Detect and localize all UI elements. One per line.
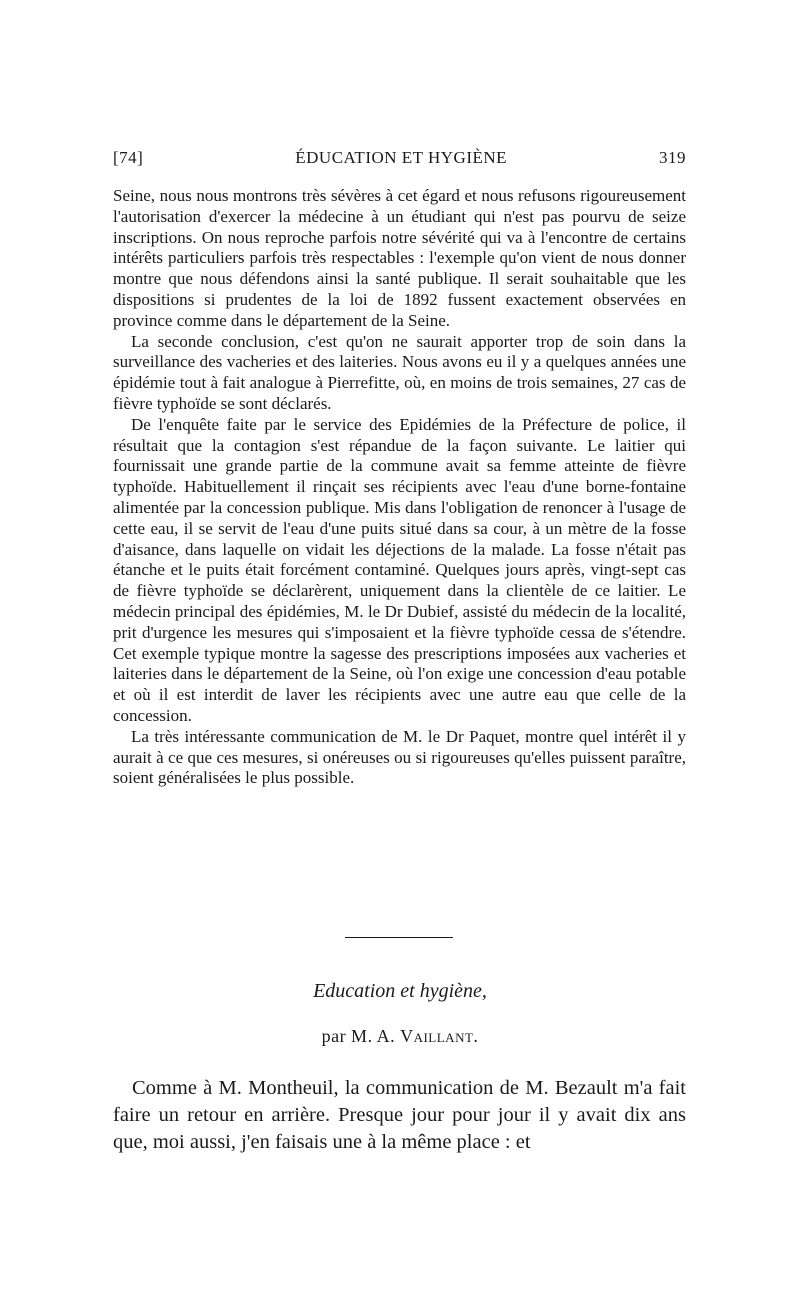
author-prefix: par M. A.: [321, 1026, 396, 1046]
section-author: [0, 1026, 800, 1047]
paragraph-1: Seine, nous nous montrons très sévères à cet égard et nous refusons rigoureusement l'autorisation d'exercer la médecine à un étudiant qui n'est pas pourvu de seize inscriptions. On nous reproche parfois notre sévérité qui va à l'encontre de certains intérêts particuliers parfois très respectables : l'exemple qu'on vient de nous donner montre que nous défendons ainsi la santé publique. Il serait souhaitable que les dispositions si prudentes de la loi de 1892 fussent exactement observées en province comme dans le département de la Seine.: [113, 186, 686, 330]
author-name: Vaillant.: [400, 1026, 479, 1046]
running-title: ÉDUCATION ET HYGIÈNE: [295, 148, 508, 167]
paragraph-3: De l'enquête faite par le service des Epidémies de la Préfecture de police, il résultait que la contagion s'est répandue de la façon suivante. Le laitier qui fournissait une grande partie de la commune avait sa femme atteinte de fièvre typhoïde. Habituellement il rinçait ses récipients avec l'eau d'une borne-fontaine alimentée par la concession publique. Mis dans l'obligation de renoncer à l'usage de cette eau, il se servit de l'eau d'une puits situé dans sa cour, à un mètre de la fosse d'aisance, dans laquelle on vidait les déjections de la malade. La fosse n'était pas étanche et le puits était forcément contaminé. Quelques jours après, vingt-sept cas de fièvre typhoïde se déclarèrent, uniquement dans la clientèle de ce laitier. Le médecin principal des épidémies, M. le Dr Dubief, assisté du médecin de la localité, prit d'urgence les mesures qui s'imposaient et la fièvre typhoïde cessa de s'étendre. Cet exemple typique montre la sagesse des prescriptions imposées aux vacheries et laiteries dans le département de la Seine, où l'on exige une concession d'eau potable et où il est interdit de laver les récipients avec une autre eau que celle de la concession.: [113, 414, 686, 725]
paragraph-4: La très intéressante communication de M. le Dr Paquet, montre quel intérêt il y aurait à ce que ces mesures, si onéreuses ou si rigoureuses qu'elles puissent paraître, soient généralisées le plus possible.: [113, 726, 686, 788]
section-divider: [345, 937, 453, 938]
paragraph-2: La seconde conclusion, c'est qu'on ne saurait apporter trop de soin dans la surveillance des vacheries et des laiteries. Nous avons eu il y a quelques années une épidémie tout à fait analogue à Pierrefitte, où, en moins de trois semaines, 27 cas de fièvre typhoïde se sont déclarés.: [113, 331, 686, 413]
page-number: 319: [658, 148, 686, 167]
body-text: [113, 186, 686, 789]
running-header: [113, 148, 686, 168]
closing-paragraph: Comme à M. Montheuil, la communication de M. Bezault m'a fait faire un retour en arrière. Presque jour pour jour il y avait dix ans que, moi aussi, j'en faisais une à la même place : et: [113, 1077, 686, 1153]
section-title: Education et hygiène,: [313, 980, 487, 1002]
page-reference: [74]: [113, 148, 144, 167]
section-body: [113, 1075, 686, 1156]
